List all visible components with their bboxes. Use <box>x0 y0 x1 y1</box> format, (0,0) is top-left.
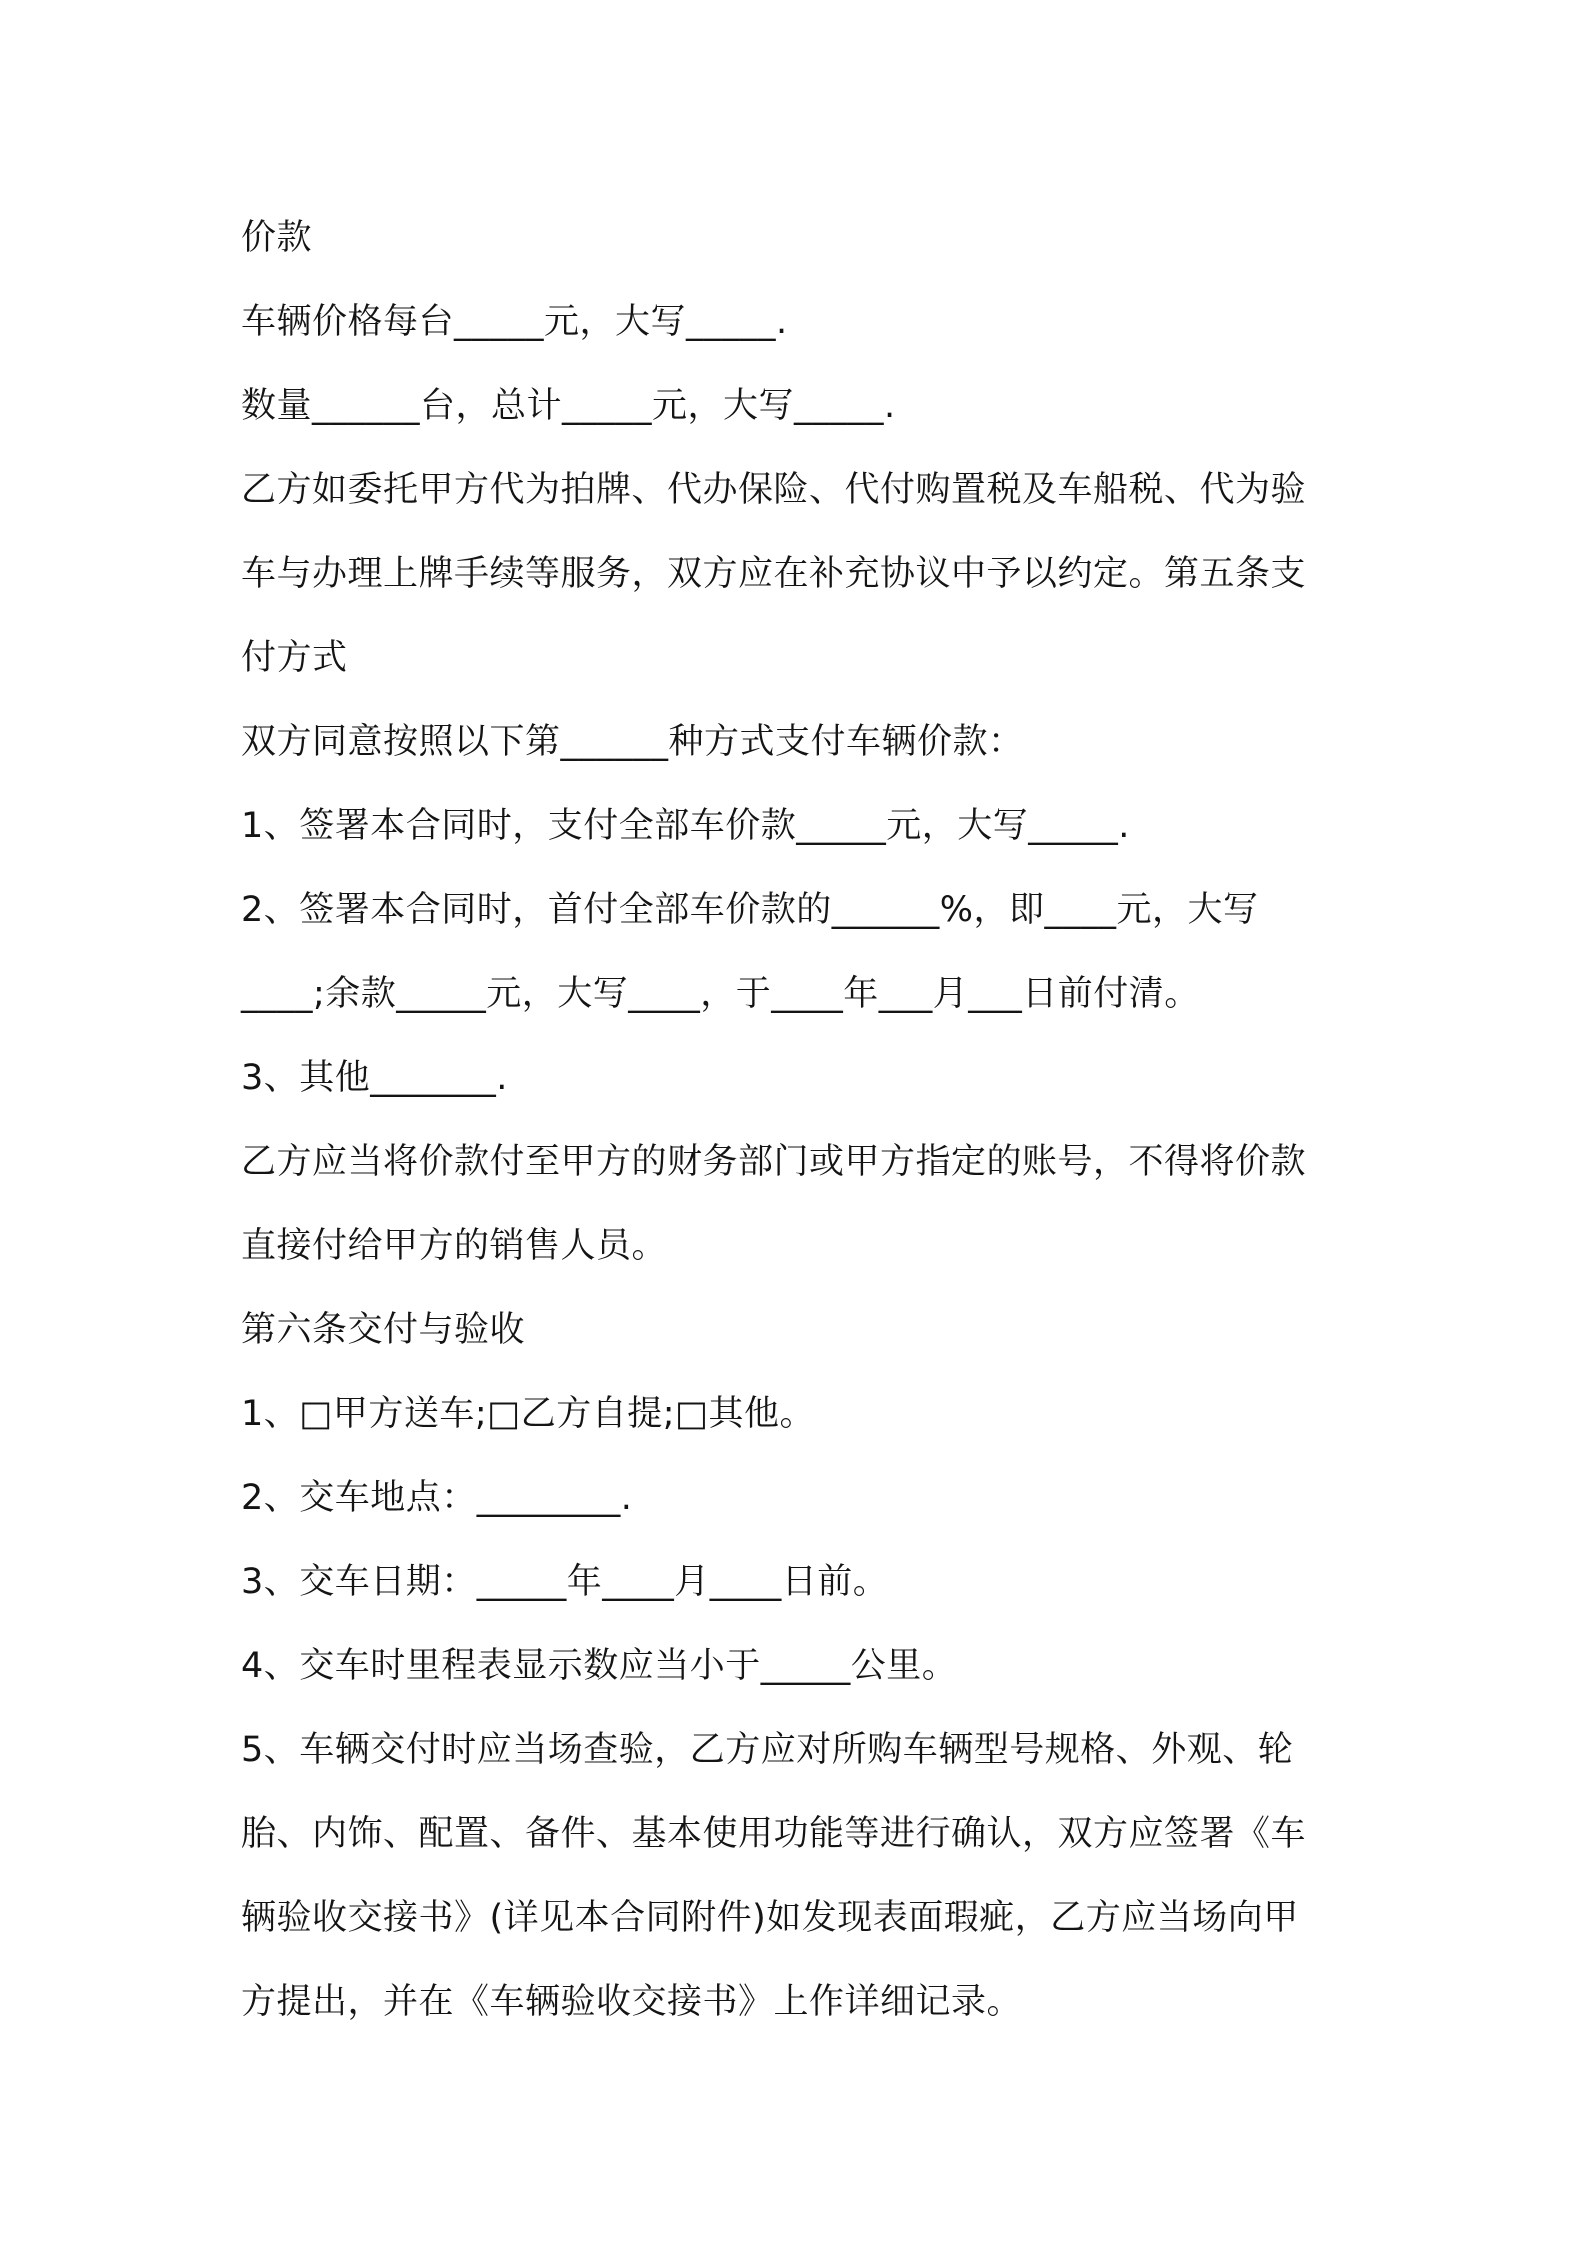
list-item: 1、□甲方送车;□乙方自提;□其他。 <box>241 1394 816 1434</box>
list-item: 3、交车日期：_____年____月____日前。 <box>241 1562 889 1602</box>
paragraph-line: 方提出，并在《车辆验收交接书》上作详细记录。 <box>241 1982 1023 2022</box>
list-item: ____;余款_____元，大写____，于____年___月___日前付清。 <box>241 974 1200 1014</box>
paragraph-line: 乙方应当将价款付至甲方的财务部门或甲方指定的账号，不得将价款 <box>241 1142 1307 1182</box>
section-heading-delivery: 第六条交付与验收 <box>241 1310 526 1350</box>
section-heading-price: 价款 <box>241 218 313 258</box>
paragraph-line: 辆验收交接书》(详见本合同附件)如发现表面瑕疵，乙方应当场向甲 <box>241 1898 1299 1938</box>
list-item: 4、交车时里程表显示数应当小于_____公里。 <box>241 1646 958 1686</box>
contract-body <box>241 196 1361 2044</box>
list-item: 2、交车地点：________. <box>241 1478 633 1518</box>
list-item: 1、签署本合同时，支付全部车价款_____元，大写_____. <box>241 806 1130 846</box>
quantity-total-line: 数量______台，总计_____元，大写_____. <box>241 386 896 426</box>
unit-price-line: 车辆价格每台_____元，大写_____. <box>241 302 788 342</box>
list-item: 5、车辆交付时应当场查验，乙方应对所购车辆型号规格、外观、轮 <box>241 1730 1294 1770</box>
payment-method-line: 双方同意按照以下第______种方式支付车辆价款： <box>241 722 1024 762</box>
paragraph-line: 乙方如委托甲方代为拍牌、代办保险、代付购置税及车船税、代为验 <box>241 470 1307 510</box>
paragraph-line: 车与办理上牌手续等服务，双方应在补充协议中予以约定。第五条支 <box>241 554 1307 594</box>
paragraph-line: 付方式 <box>241 638 348 678</box>
paragraph-line: 胎、内饰、配置、备件、基本使用功能等进行确认，双方应签署《车 <box>241 1814 1307 1854</box>
paragraph-line: 直接付给甲方的销售人员。 <box>241 1226 668 1266</box>
list-item: 3、其他_______. <box>241 1058 508 1098</box>
list-item: 2、签署本合同时，首付全部车价款的______%，即____元，大写 <box>241 890 1259 930</box>
